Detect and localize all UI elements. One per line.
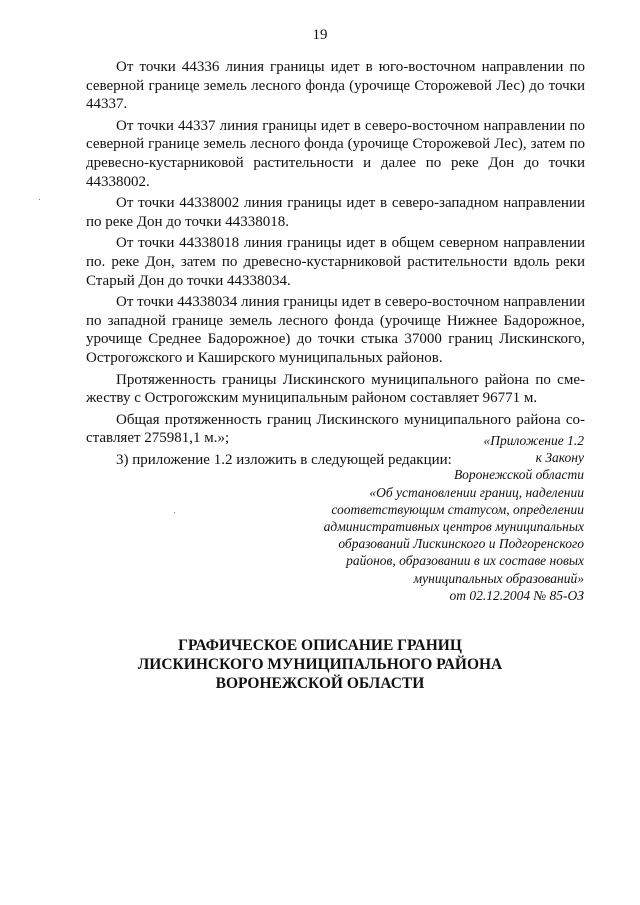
appendix-line: муниципальных образований»	[413, 570, 584, 586]
section-heading	[0, 636, 640, 693]
paragraph	[86, 234, 585, 290]
paragraph	[86, 58, 585, 114]
scan-speck	[174, 512, 175, 513]
text-line: 44338002.	[86, 173, 150, 190]
text-line: северной границе земель лесного фонда (урочище Сторожевой Лес), затем по	[86, 136, 585, 153]
page-number: 19	[312, 27, 328, 43]
appendix-line: Воронежской области	[453, 467, 584, 483]
paragraph	[86, 194, 585, 231]
scan-speck	[39, 199, 40, 200]
text-line: северной границе земель лесного фонда (урочище Сторожевой Лес) до точки	[86, 77, 585, 94]
text-line: От точки 44338018 линия границы идет в общем северном направлении	[116, 235, 585, 252]
appendix-line: «Об установлении границ, наделении	[369, 484, 584, 500]
text-line: урочище Среднее Бадорожное) до точки стыка 37000 границ Лискинского,	[86, 331, 585, 348]
text-line: От точки 44337 линия границы идет в северо-восточном направлении по	[116, 117, 585, 134]
appendix-reference	[284, 432, 584, 604]
heading-line: ЛИСКИНСКОГО МУНИЦИПАЛЬНОГО РАЙОНА	[137, 656, 503, 673]
text-line: жеству с Острогожским муниципальным районом составляет 96771 м.	[86, 390, 538, 407]
text-line: От точки 44338034 линия границы идет в северо-восточном направлении	[116, 294, 585, 311]
paragraph	[86, 293, 585, 367]
appendix-line: административных центров муниципальных	[323, 519, 584, 535]
text-line: Общая протяженность границ Лискинского муниципального района со-	[116, 411, 585, 428]
paragraph	[86, 117, 585, 191]
text-line: ставляет 275981,1 м.»;	[86, 430, 230, 447]
text-line: От точки 44336 линия границы идет в юго-восточном направлении по	[116, 59, 585, 75]
text-line: От точки 44338002 линия границы идет в северо-западном направлении	[116, 195, 585, 212]
appendix-line: образований Лискинского и Подгоренского	[338, 536, 584, 552]
appendix-line: соответствующим статусом, определении	[331, 501, 584, 517]
appendix-line: районов, образовании в их составе новых	[346, 553, 584, 569]
appendix-line: «Приложение 1.2	[483, 433, 584, 448]
text-line: Старый Дон до точки 44338034.	[86, 272, 291, 289]
text-line: Острогожского и Каширского муниципальных районов.	[86, 349, 443, 366]
heading-line: ВОРОНЕЖСКОЙ ОБЛАСТИ	[215, 675, 425, 692]
text-line: по. реке Дон, затем по древесно-кустарниковой растительности вдоль реки	[86, 253, 585, 270]
appendix-line: от 02.12.2004 № 85-ОЗ	[449, 587, 584, 603]
text-line: по западной границе земель лесного фонда (урочище Нижнее Бадорожное,	[86, 312, 585, 329]
text-line: 3) приложение 1.2 изложить в следующей редакции:	[116, 451, 452, 468]
text-line: Протяженность границы Лискинского муниципального района по сме-	[116, 371, 585, 388]
appendix-line: к Закону	[535, 450, 584, 466]
body-text	[86, 58, 585, 472]
paragraph	[86, 371, 585, 408]
heading-line: ГРАФИЧЕСКОЕ ОПИСАНИЕ ГРАНИЦ	[178, 637, 462, 654]
text-line: 44337.	[86, 96, 128, 113]
text-line: древесно-кустарниковой растительности и далее по реке Дон до точки	[86, 154, 585, 171]
text-line: по реке Дон до точки 44338018.	[86, 213, 289, 230]
